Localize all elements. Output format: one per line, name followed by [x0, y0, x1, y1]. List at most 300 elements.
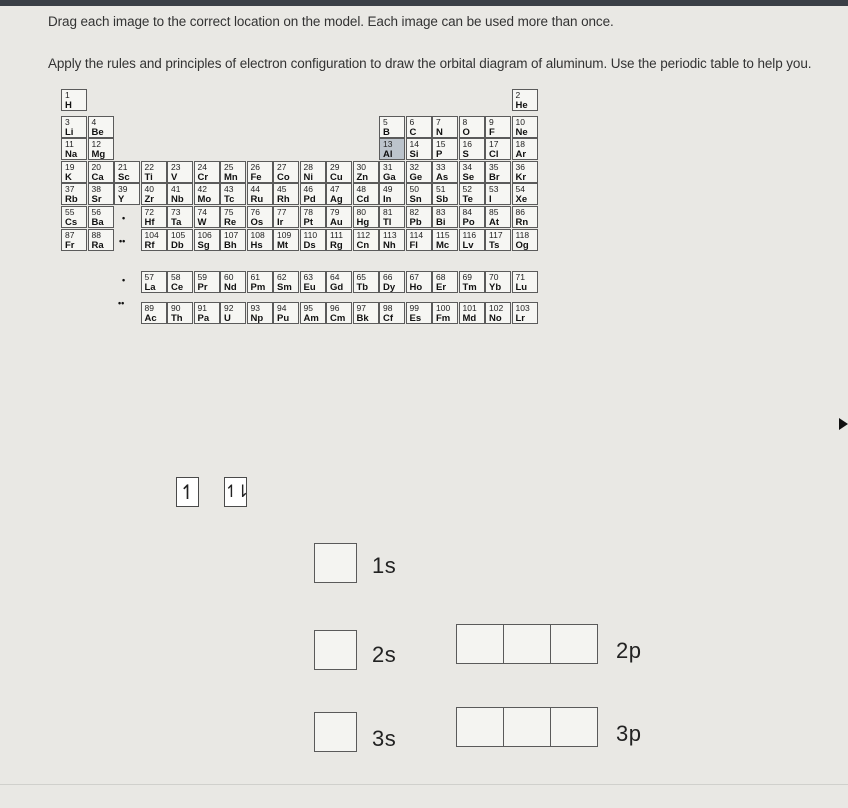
element-symbol: Fm: [436, 312, 451, 324]
element-cell-pb: [406, 206, 432, 228]
element-symbol: N: [436, 126, 443, 138]
element-symbol: I: [489, 194, 492, 206]
orbital-2p-label: 2p: [616, 638, 642, 663]
element-cell-xe: [512, 183, 538, 205]
element-cell-in: [379, 183, 405, 205]
element-symbol: In: [383, 194, 392, 206]
element-cell-pd: [300, 183, 326, 205]
element-cell-rh: [273, 183, 299, 205]
element-cell-ge: [406, 161, 432, 183]
element-symbol: Be: [91, 126, 104, 138]
element-symbol: S: [462, 149, 469, 161]
element-cell-rb: [61, 183, 87, 205]
element-cell-eu: [300, 271, 326, 293]
atomic-number: 105: [171, 229, 186, 240]
element-cell-rg: [326, 229, 352, 251]
element-symbol: Ge: [409, 171, 423, 183]
element-symbol: Sr: [91, 194, 102, 206]
element-cell-zn: [353, 161, 379, 183]
element-cell-fm: [432, 302, 458, 324]
element-cell-cf: [379, 302, 405, 324]
element-symbol: Au: [330, 217, 343, 228]
element-cell-o: [459, 116, 485, 138]
atomic-number: 61: [250, 272, 260, 283]
element-cell-ir: [273, 206, 299, 228]
element-symbol: Rg: [330, 239, 343, 251]
element-symbol: Bh: [224, 239, 237, 251]
element-symbol: Sn: [409, 194, 422, 206]
element-symbol: W: [197, 217, 207, 228]
element-cell-es: [406, 302, 432, 324]
orbital-2p-box-2[interactable]: [503, 624, 551, 664]
atomic-number: 3: [65, 116, 70, 127]
element-symbol: Ac: [144, 312, 157, 324]
element-cell-v: [167, 161, 193, 183]
atomic-number: 10: [515, 116, 525, 127]
atomic-number: 107: [224, 229, 239, 240]
atomic-number: 66: [383, 272, 393, 283]
element-symbol: Cm: [330, 312, 346, 324]
element-cell-tl: [379, 206, 405, 228]
orbital-3s-box[interactable]: [314, 712, 357, 752]
atomic-number: 25: [224, 161, 234, 172]
element-cell-mg: [88, 138, 114, 160]
element-cell-p: [432, 138, 458, 160]
element-cell-yb: [485, 271, 511, 293]
atomic-number: 67: [409, 272, 419, 283]
element-symbol: Ga: [383, 171, 396, 183]
element-cell-cu: [326, 161, 352, 183]
element-symbol: Hs: [250, 239, 263, 251]
element-cell-po: [459, 206, 485, 228]
element-symbol: Br: [489, 171, 500, 183]
element-cell-ne: [512, 116, 538, 138]
element-symbol: Pd: [303, 194, 316, 206]
element-cell-he: [512, 89, 538, 111]
atomic-number: 40: [144, 184, 154, 195]
element-cell-la: [141, 271, 167, 293]
atomic-number: 45: [277, 184, 287, 195]
up-arrow-icon: ↿: [179, 480, 196, 504]
element-cell-ds: [300, 229, 326, 251]
element-cell-rn: [512, 206, 538, 228]
atomic-number: 80: [356, 207, 366, 217]
element-symbol: K: [65, 171, 72, 183]
element-symbol: Cd: [356, 194, 370, 206]
element-symbol: Al: [383, 149, 393, 161]
element-cell-th: [167, 302, 193, 324]
element-symbol: Ne: [515, 126, 528, 138]
element-symbol: La: [144, 282, 156, 294]
element-cell-f: [485, 116, 511, 138]
element-symbol: Th: [171, 312, 183, 324]
element-cell-tb: [353, 271, 379, 293]
atomic-number: 11: [65, 139, 74, 150]
element-cell-re: [220, 206, 246, 228]
atomic-number: 48: [356, 184, 366, 195]
orbital-2s-label: 2s: [372, 642, 397, 667]
atomic-number: 72: [144, 207, 154, 217]
orbital-3p-group: [456, 707, 597, 747]
atomic-number: 51: [436, 184, 446, 195]
element-cell-am: [300, 302, 326, 324]
element-symbol: Nh: [383, 239, 396, 251]
element-cell-bi: [432, 206, 458, 228]
element-cell-lu: [512, 271, 538, 293]
element-symbol: Eu: [303, 282, 316, 294]
atomic-number: 97: [356, 302, 366, 313]
element-cell-sb: [432, 183, 458, 205]
element-symbol: Rf: [144, 239, 155, 251]
atomic-number: 69: [462, 272, 472, 283]
element-symbol: As: [436, 171, 449, 183]
element-symbol: Re: [224, 217, 237, 228]
element-cell-os: [247, 206, 273, 228]
atomic-number: 93: [250, 302, 260, 313]
orbital-3p-box-3[interactable]: [550, 707, 598, 747]
element-symbol: Si: [409, 149, 419, 161]
element-symbol: Cl: [489, 149, 499, 161]
element-symbol: He: [515, 100, 528, 111]
element-symbol: Hg: [356, 217, 370, 228]
atomic-number: 58: [171, 272, 181, 283]
element-symbol: Fl: [409, 239, 418, 251]
element-cell-np: [247, 302, 273, 324]
orbital-2s-box[interactable]: [314, 630, 357, 670]
atomic-number: 77: [277, 207, 287, 217]
atomic-number: 46: [303, 184, 313, 195]
element-cell-b: [379, 116, 405, 138]
element-cell-co: [273, 161, 299, 183]
element-cell-mc: [432, 229, 458, 251]
atomic-number: 102: [489, 302, 504, 313]
element-symbol: O: [462, 126, 470, 138]
lanthanide-marker: •: [122, 213, 126, 223]
element-symbol: C: [409, 126, 417, 138]
element-cell-au: [326, 206, 352, 228]
element-cell-ag: [326, 183, 352, 205]
element-symbol: Bi: [436, 217, 446, 228]
element-symbol: Ra: [91, 239, 104, 251]
element-symbol: Pt: [303, 217, 313, 228]
atomic-number: 68: [436, 272, 446, 283]
element-symbol: Am: [303, 312, 319, 324]
atomic-number: 65: [356, 272, 366, 283]
atomic-number: 91: [197, 302, 207, 313]
orbital-2p-box-3[interactable]: [550, 624, 598, 664]
divider: [0, 784, 848, 785]
element-cell-bk: [353, 302, 379, 324]
element-symbol: Na: [65, 149, 78, 161]
element-symbol: Md: [462, 312, 477, 324]
atomic-number: 17: [489, 139, 499, 150]
atomic-number: 24: [197, 161, 207, 172]
element-cell-ac: [141, 302, 167, 324]
orbital-3s-label: 3s: [372, 726, 397, 751]
element-cell-ga: [379, 161, 405, 183]
atomic-number: 63: [303, 272, 313, 283]
atomic-number: 81: [383, 207, 393, 217]
element-symbol: Ba: [91, 217, 104, 228]
element-symbol: Cn: [356, 239, 370, 251]
element-cell-sr: [88, 183, 114, 205]
element-symbol: Lr: [515, 312, 525, 324]
element-symbol: Pu: [277, 312, 290, 324]
atomic-number: 44: [250, 184, 260, 195]
atomic-number: 92: [224, 302, 234, 313]
element-cell-br: [485, 161, 511, 183]
element-cell-be: [88, 116, 114, 138]
atomic-number: 59: [197, 272, 207, 283]
element-cell-c: [406, 116, 432, 138]
element-cell-sg: [194, 229, 220, 251]
atomic-number: 9: [489, 116, 494, 127]
element-cell-mt: [273, 229, 299, 251]
element-symbol: Ts: [489, 239, 500, 251]
element-symbol: Ru: [250, 194, 264, 206]
element-symbol: U: [224, 312, 231, 324]
element-symbol: Sg: [197, 239, 210, 251]
element-cell-hf: [141, 206, 167, 228]
atomic-number: 21: [118, 161, 128, 172]
atomic-number: 89: [144, 302, 154, 313]
orbital-3p-box-2[interactable]: [503, 707, 551, 747]
element-cell-fe: [247, 161, 273, 183]
element-cell-cs: [61, 206, 87, 228]
element-cell-ti: [141, 161, 167, 183]
atomic-number: 8: [462, 116, 468, 127]
element-symbol: Pa: [197, 312, 210, 324]
element-symbol: Np: [250, 312, 264, 324]
atomic-number: 96: [330, 302, 340, 313]
element-cell-lv: [459, 229, 485, 251]
element-cell-dy: [379, 271, 405, 293]
atomic-number: 62: [277, 272, 287, 283]
element-symbol: Lv: [462, 239, 474, 251]
orbital-3p-label: 3p: [616, 721, 642, 746]
element-symbol: Gd: [330, 282, 344, 294]
element-cell-ce: [167, 271, 193, 293]
element-symbol: Ce: [171, 282, 184, 294]
element-symbol: Zr: [144, 194, 154, 206]
element-cell-lr: [512, 302, 538, 324]
atomic-number: 73: [171, 207, 181, 217]
atomic-number: 85: [489, 207, 499, 217]
element-symbol: Mn: [224, 171, 238, 183]
element-symbol: Ar: [515, 149, 527, 161]
atomic-number: 28: [303, 161, 313, 172]
atomic-number: 106: [197, 229, 212, 240]
atomic-number: 110: [303, 229, 318, 240]
atomic-number: 56: [91, 207, 101, 217]
atomic-number: 88: [91, 229, 101, 240]
element-cell-cm: [326, 302, 352, 324]
up-down-arrows-icon: ↿⇂: [224, 481, 247, 502]
atomic-number: 99: [409, 302, 419, 313]
atomic-number: 15: [436, 139, 446, 150]
element-cell-er: [432, 271, 458, 293]
element-symbol: Fr: [65, 239, 75, 251]
atomic-number: 18: [515, 139, 525, 150]
atomic-number: 33: [436, 161, 446, 172]
element-cell-mn: [220, 161, 246, 183]
element-cell-s: [459, 138, 485, 160]
instruction-drag: Drag each image to the correct location on the model. Each image can be used more than once.: [48, 14, 614, 29]
element-symbol: Yb: [489, 282, 502, 294]
atomic-number: 64: [330, 272, 340, 283]
atomic-number: 43: [224, 184, 234, 195]
element-cell-at: [485, 206, 511, 228]
element-symbol: Co: [277, 171, 290, 183]
element-symbol: Mt: [277, 239, 289, 251]
atomic-number: 30: [356, 161, 366, 172]
atomic-number: 31: [383, 161, 393, 172]
periodic-table: [61, 90, 547, 428]
atomic-number: 71: [515, 272, 525, 283]
atomic-number: 26: [250, 161, 260, 172]
atomic-number: 55: [65, 207, 75, 217]
element-symbol: Sc: [118, 171, 130, 183]
element-symbol: Ho: [409, 282, 423, 294]
atomic-number: 70: [489, 272, 499, 283]
element-cell-kr: [512, 161, 538, 183]
element-symbol: Li: [65, 126, 74, 138]
atomic-number: 6: [409, 116, 415, 127]
atomic-number: 12: [91, 139, 101, 150]
element-cell-db: [167, 229, 193, 251]
element-symbol: Hf: [144, 217, 155, 228]
atomic-number: 76: [250, 207, 260, 217]
orbital-1s-box[interactable]: [314, 543, 357, 583]
element-symbol: Te: [462, 194, 473, 206]
element-cell-tc: [220, 183, 246, 205]
atomic-number: 7: [436, 116, 441, 127]
element-symbol: Se: [462, 171, 475, 183]
element-symbol: Cu: [330, 171, 343, 183]
atomic-number: 95: [303, 302, 313, 313]
atomic-number: 82: [409, 207, 419, 217]
element-cell-gd: [326, 271, 352, 293]
atomic-number: 117: [489, 229, 503, 240]
element-symbol: Sm: [277, 282, 292, 294]
element-symbol: Pr: [197, 282, 208, 294]
element-cell-as: [432, 161, 458, 183]
element-cell-ca: [88, 161, 114, 183]
atomic-number: 103: [515, 302, 530, 313]
atomic-number: 13: [383, 139, 393, 150]
atomic-number: 60: [224, 272, 234, 283]
element-cell-pt: [300, 206, 326, 228]
element-symbol: Mc: [436, 239, 450, 251]
element-symbol: Xe: [515, 194, 528, 206]
element-symbol: Zn: [356, 171, 369, 183]
atomic-number: 19: [65, 161, 75, 172]
orbital-2p-box-1[interactable]: [456, 624, 504, 664]
atomic-number: 34: [462, 161, 472, 172]
window-titlebar: [0, 0, 848, 6]
element-symbol: Cr: [197, 171, 209, 183]
atomic-number: 101: [462, 302, 477, 313]
element-cell-k: [61, 161, 87, 183]
element-cell-tm: [459, 271, 485, 293]
element-symbol: Y: [118, 194, 125, 206]
element-symbol: Er: [436, 282, 447, 294]
pointer-arrow-icon: [839, 418, 848, 430]
element-symbol: Rb: [65, 194, 78, 206]
actinide-row-marker: ••: [118, 297, 125, 308]
atomic-number: 38: [91, 184, 101, 195]
element-cell-ba: [88, 206, 114, 228]
atomic-number: 29: [330, 161, 340, 172]
element-cell-al: [379, 138, 405, 160]
atomic-number: 49: [383, 184, 393, 195]
element-cell-nb: [167, 183, 193, 205]
atomic-number: 111: [330, 229, 343, 240]
element-symbol: Pb: [409, 217, 422, 228]
atomic-number: 113: [383, 229, 397, 240]
element-cell-ts: [485, 229, 511, 251]
atomic-number: 104: [144, 229, 159, 240]
paired-electron-arrows-tile[interactable]: [224, 477, 247, 507]
atomic-number: 35: [489, 161, 499, 172]
element-symbol: Cf: [383, 312, 394, 324]
element-cell-pa: [194, 302, 220, 324]
element-cell-hs: [247, 229, 273, 251]
orbital-3p-box-1[interactable]: [456, 707, 504, 747]
element-cell-cd: [353, 183, 379, 205]
single-electron-arrow-tile[interactable]: [176, 477, 199, 507]
actinide-marker: ••: [119, 235, 126, 246]
atomic-number: 98: [383, 302, 393, 313]
atomic-number: 47: [330, 184, 340, 195]
atomic-number: 57: [144, 272, 154, 283]
element-symbol: Ca: [91, 171, 104, 183]
element-cell-og: [512, 229, 538, 251]
element-symbol: Mo: [197, 194, 212, 206]
element-symbol: Tm: [462, 282, 477, 294]
element-cell-ni: [300, 161, 326, 183]
atomic-number: 86: [515, 207, 525, 217]
element-symbol: Po: [462, 217, 475, 228]
atomic-number: 115: [436, 229, 450, 240]
atomic-number: 116: [462, 229, 477, 240]
element-cell-fr: [61, 229, 87, 251]
atomic-number: 108: [250, 229, 265, 240]
atomic-number: 4: [91, 116, 97, 127]
element-symbol: Ag: [330, 194, 343, 206]
atomic-number: 109: [277, 229, 292, 240]
atomic-number: 39: [118, 184, 128, 195]
element-cell-si: [406, 138, 432, 160]
atomic-number: 50: [409, 184, 419, 195]
element-symbol: Ta: [171, 217, 182, 228]
element-symbol: Og: [515, 239, 529, 251]
atomic-number: 53: [489, 184, 499, 195]
atomic-number: 118: [515, 229, 530, 240]
element-symbol: P: [436, 149, 443, 161]
atomic-number: 52: [462, 184, 472, 195]
element-symbol: Mg: [91, 149, 106, 161]
element-symbol: Kr: [515, 171, 527, 183]
element-symbol: H: [65, 100, 72, 111]
element-symbol: Os: [250, 217, 264, 228]
element-cell-zr: [141, 183, 167, 205]
orbital-2p-group: [456, 624, 597, 664]
element-symbol: Bk: [356, 312, 369, 324]
element-symbol: Pm: [250, 282, 266, 294]
element-symbol: V: [171, 171, 178, 183]
atomic-number: 90: [171, 302, 181, 313]
